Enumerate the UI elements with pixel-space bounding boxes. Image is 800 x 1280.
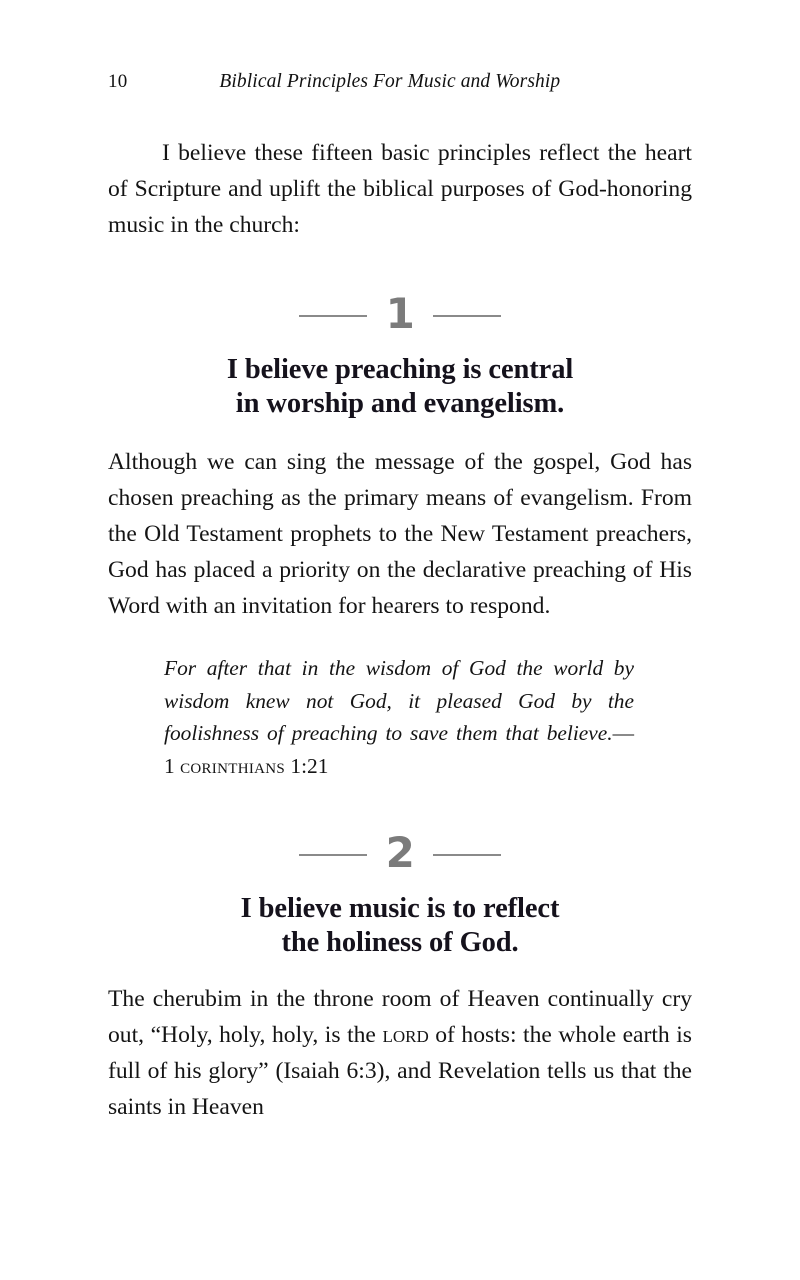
divider-rule-right-icon bbox=[433, 315, 501, 317]
intro-paragraph: I believe these fifteen basic principles reflect the heart of Scripture and uplift the biblical purposes of God-honoring music in the church: bbox=[108, 140, 692, 238]
principle-title-1-line-2: in worship and evangelism. bbox=[235, 388, 565, 420]
divine-name-lord: lord bbox=[382, 1022, 429, 1049]
principle-2-body-part-1: The cherubim in the throne room of Heaven continually cry out, “Holy, holy, holy, is the bbox=[108, 986, 692, 1049]
section-divider-1 bbox=[108, 289, 692, 343]
running-header bbox=[108, 72, 692, 102]
scripture-citation-1-verse: 1:21 bbox=[290, 753, 329, 778]
scripture-quote-1 bbox=[164, 652, 634, 782]
section-number-2: 2 bbox=[385, 828, 415, 878]
spacer bbox=[108, 782, 692, 828]
section-number-1: 1 bbox=[385, 289, 415, 339]
principle-title-1 bbox=[108, 353, 692, 421]
running-title: Biblical Principles For Music and Worship bbox=[219, 71, 561, 92]
principle-2-body-part-2: of hosts: the whole earth is full of his glory” (Isaiah 6:3), and Revelation tells us that the saints in Heaven bbox=[108, 1022, 692, 1120]
scripture-quote-1-dash: — bbox=[612, 721, 634, 746]
spacer bbox=[108, 624, 692, 652]
principle-title-2-line-1: I believe music is to reflect bbox=[240, 893, 560, 925]
spacer bbox=[108, 882, 692, 892]
page-text-block bbox=[108, 136, 692, 1126]
principle-title-2 bbox=[108, 892, 692, 960]
principle-1-body: Although we can sing the message of the gospel, God has chosen preaching as the primary means of evangelism. From the Old Testament prophets to the New Testament preachers, God has placed a priority on the declarative preaching of His Word with an invitation for hearers to respond. bbox=[108, 449, 692, 619]
divider-rule-left-icon bbox=[299, 315, 367, 317]
section-divider-2 bbox=[108, 828, 692, 882]
page-number: 10 bbox=[108, 71, 128, 92]
spacer bbox=[108, 421, 692, 445]
scripture-citation-1-book: corinthians bbox=[180, 753, 286, 778]
scripture-citation-1-number: 1 bbox=[164, 753, 175, 778]
spacer bbox=[108, 243, 692, 289]
scripture-quote-1-text: For after that in the wisdom of God the world by wisdom knew not God, it pleased God by the foolishness of preaching to save them that believe. bbox=[164, 656, 634, 746]
spacer bbox=[108, 960, 692, 982]
divider-rule-right-icon bbox=[433, 854, 501, 856]
principle-title-1-line-1: I believe preaching is central bbox=[226, 354, 574, 386]
divider-rule-left-icon bbox=[299, 854, 367, 856]
principle-2-body bbox=[108, 982, 692, 1125]
spacer bbox=[108, 343, 692, 353]
principle-title-2-line-2: the holiness of God. bbox=[281, 927, 519, 959]
